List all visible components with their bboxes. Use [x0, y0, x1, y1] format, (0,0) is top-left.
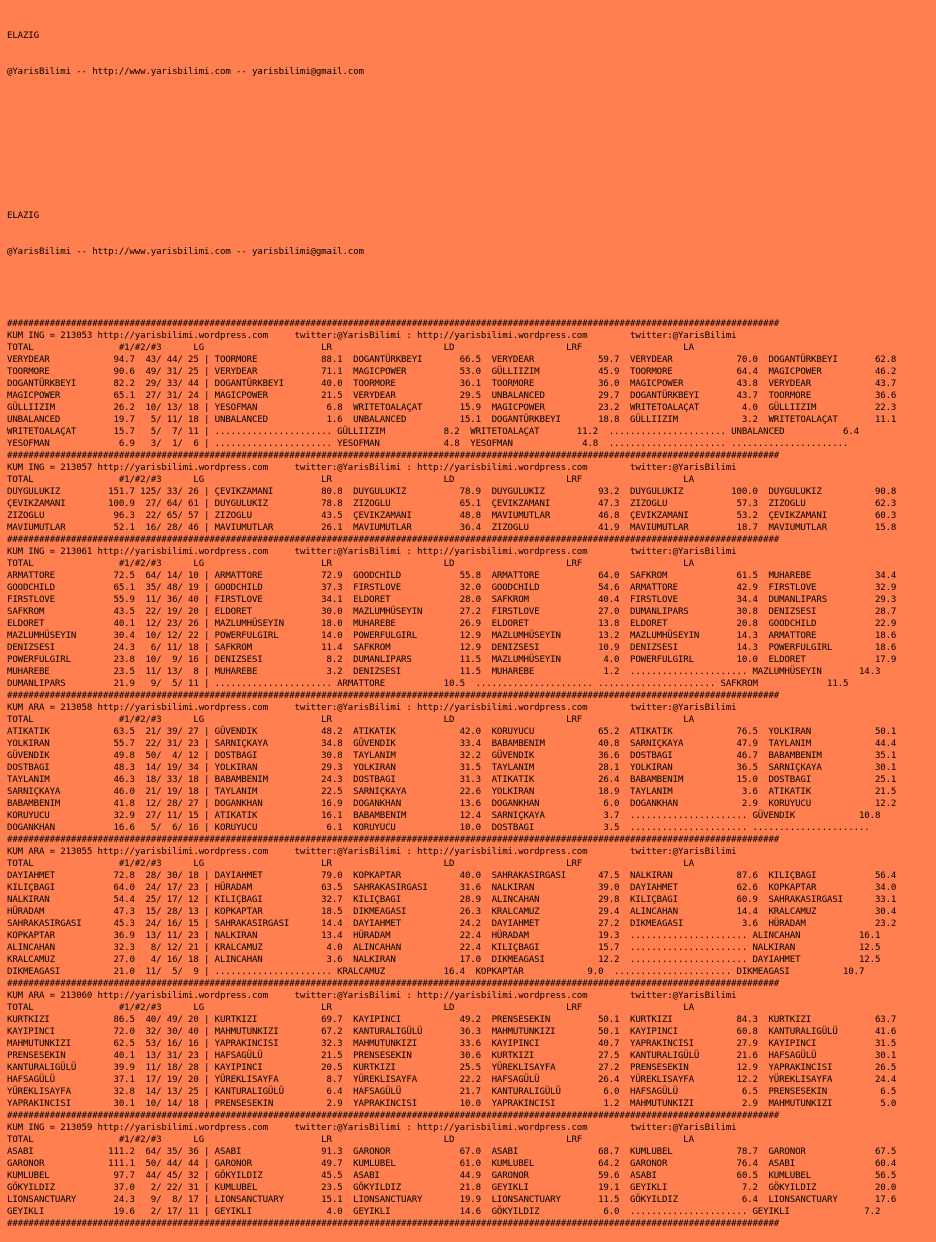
- table-row: TOORMORE 90.6 49/ 31/ 25 | VERYDEAR 71.1 MAGICPOWER 53.0 GÜLLIIZIM 45.9 TOORMORE 64.4 MAGICPOWER 46.2: [7, 367, 897, 377]
- table-row: SARNIÇKAYA 46.0 21/ 19/ 18 | TAYLANIM 22.5 SARNIÇKAYA 22.6 YOLKIRAN 18.9 TAYLANIM 3.6 ATIKATIK 21.5: [7, 787, 897, 797]
- table-row: VERYDEAR 94.7 43/ 44/ 25 | TOORMORE 88.1 DOGANTÜRKBEYI 66.5 VERYDEAR 59.7 VERYDEAR 70.0 DOGANTÜRKBEYI 62.8: [7, 355, 897, 365]
- table-row: DUMANLIPARS 21.9 9/ 5/ 11 | ...................... ARMATTORE 10.5 ...................... ...................... SAFKROM 11.5: [7, 679, 849, 689]
- table-row: GOODCHILD 65.1 35/ 48/ 19 | GOODCHILD 37.3 FIRSTLOVE 32.0 GOODCHILD 54.6 ARMATTORE 42.9 FIRSTLOVE 32.9: [7, 583, 897, 593]
- table-row: YESOFMAN 6.9 3/ 1/ 6 | ...................... YESOFMAN 4.8 YESOFMAN 4.8 ...................... ......................: [7, 439, 849, 449]
- table-row: KRALCAMUZ 27.0 4/ 16/ 18 | ALINCAHAN 3.6 NALKIRAN 17.0 DIKMEAGASI 12.2 ...................... DAYIAHMET 12.5: [7, 955, 881, 965]
- header-city: ELAZIG: [7, 31, 39, 41]
- table-row: GARONOR 111.1 50/ 44/ 44 | GARONOR 49.7 KUMLUBEL 61.0 KUMLUBEL 64.2 GARONOR 76.4 ASABI 60.4: [7, 1159, 897, 1169]
- separator-line: #################################################################################################################################################: [7, 319, 780, 329]
- table-row: FIRSTLOVE 55.9 11/ 36/ 40 | FIRSTLOVE 34.1 ELDORET 28.0 SAFKROM 40.4 FIRSTLOVE 34.4 DUMANLIPARS 29.3: [7, 595, 897, 605]
- table-row: YAPRAKINCISI 30.1 10/ 14/ 18 | PRENSESEKIN 2.9 YAPRAKINCISI 10.0 YAPRAKINCISI 1.2 MAHMUTUNKIZI 2.9 MAHMUTUNKIZI 5.0: [7, 1099, 897, 1109]
- table-row: GÜVENDIK 49.8 50/ 4/ 12 | DOSTBAGI 30.8 TAYLANIM 32.2 GÜVENDIK 36.6 DOSTBAGI 46.7 BABAMBENIM 35.1: [7, 751, 897, 761]
- table-row: MAHMUTUNKIZI 62.5 53/ 16/ 16 | YAPRAKINCISI 32.3 MAHMUTUNKIZI 33.6 KAYIPINCI 40.7 YAPRAKINCISI 27.9 KAYIPINCI 31.5: [7, 1039, 897, 1049]
- table-row: DOGANKHAN 16.6 5/ 6/ 16 | KORUYUCU 6.1 KORUYUCU 10.0 DOSTBAGI 3.5 ...................... ......................: [7, 823, 870, 833]
- table-row: UNBALANCED 19.7 5/ 11/ 18 | UNBALANCED 1.6 UNBALANCED 15.1 DOGANTÜRKBEYI 18.8 GÜLLIIZIM 3.2 WRITETOALAÇAT 11.1: [7, 415, 897, 425]
- table-row: DUYGULUKIZ 151.7 125/ 33/ 26 | ÇEVIKZAMANI 80.8 DUYGULUKIZ 78.9 DUYGULUKIZ 93.2 DUYGULUKIZ 100.0 DUYGULUKIZ 90.8: [7, 487, 897, 497]
- table-row: LIONSANCTUARY 24.3 9/ 8/ 17 | LIONSANCTUARY 15.1 LIONSANCTUARY 19.9 LIONSANCTUARY 11.5 GÖKYILDIZ 6.4 LIONSANCTUARY 17.6: [7, 1195, 897, 1205]
- table-row: HAFSAGÜLÜ 37.1 17/ 19/ 20 | YÜREKLISAYFA 8.7 YÜREKLISAYFA 22.2 HAFSAGÜLÜ 26.4 YÜREKLISAYFA 12.2 YÜREKLISAYFA 24.4: [7, 1075, 897, 1085]
- table-row: YÜREKLISAYFA 32.8 14/ 13/ 25 | KANTURALIGÜLÜ 6.4 HAFSAGÜLÜ 21.7 KANTURALIGÜLÜ 6.0 HAFSAGÜLÜ 6.5 PRENSESEKIN 6.5: [7, 1087, 897, 1097]
- race-title: KUM ARA = 213060 http://yarisbilimi.wordpress.com twitter:@YarisBilimi : http://yarisbilimi.wordpress.com twitter:@YarisBilimi: [7, 991, 737, 1001]
- table-row: ASABI 111.2 64/ 35/ 36 | ASABI 91.3 GARONOR 67.0 ASABI 68.7 KUMLUBEL 78.7 GARONOR 67.5: [7, 1147, 897, 1157]
- race-title: KUM ARA = 213055 http://yarisbilimi.wordpress.com twitter:@YarisBilimi : http://yarisbilimi.wordpress.com twitter:@YarisBilimi: [7, 847, 737, 857]
- column-header: TOTAL #1/#2/#3 LG LR LD LRF LA: [7, 1135, 694, 1145]
- column-header: TOTAL #1/#2/#3 LG LR LD LRF LA: [7, 859, 694, 869]
- table-row: KILIÇBAGI 64.0 24/ 17/ 23 | HÜRADAM 63.5 SAHRAKASIRGASI 31.6 NALKIRAN 39.0 DAYIAHMET 62.6 KOPKAPTAR 34.0: [7, 883, 897, 893]
- table-row: WRITETOALAÇAT 15.7 5/ 7/ 11 | ...................... GÜLLIIZIM 8.2 WRITETOALAÇAT 11.2 ...................... UNBALANCED 6.4: [7, 427, 859, 437]
- table-row: BABAMBENIM 41.8 12/ 28/ 27 | DOGANKHAN 16.9 DOGANKHAN 13.6 DOGANKHAN 6.0 DOGANKHAN 2.9 KORUYUCU 12.2: [7, 799, 897, 809]
- column-header: TOTAL #1/#2/#3 LG LR LD LRF LA: [7, 715, 694, 725]
- separator-line: #################################################################################################################################################: [7, 835, 780, 845]
- table-row: DOSTBAGI 48.3 14/ 19/ 34 | YOLKIRAN 29.3 YOLKIRAN 31.5 TAYLANIM 28.1 YOLKIRAN 36.5 SARNIÇKAYA 30.1: [7, 763, 897, 773]
- table-row: ATIKATIK 63.5 21/ 39/ 27 | GÜVENDIK 48.2 ATIKATIK 42.0 KORUYUCU 65.2 ATIKATIK 76.5 YOLKIRAN 50.1: [7, 727, 897, 737]
- table-row: KOPKAPTAR 36.9 13/ 11/ 23 | NALKIRAN 13.4 HÜRADAM 22.4 HÜRADAM 19.3 ...................... ALINCAHAN 16.1: [7, 931, 881, 941]
- table-row: SAFKROM 43.5 22/ 19/ 20 | ELDORET 30.0 MAZLUMHÜSEYIN 27.2 FIRSTLOVE 27.0 DUMANLIPARS 30.8 DENIZSESI 28.7: [7, 607, 897, 617]
- column-header: TOTAL #1/#2/#3 LG LR LD LRF LA: [7, 559, 694, 569]
- blank-line: [7, 102, 936, 114]
- table-row: MAVIUMUTLAR 52.1 16/ 28/ 46 | MAVIUMUTLAR 26.1 MAVIUMUTLAR 36.4 ZIZOGLU 41.9 MAVIUMUTLAR 18.7 MAVIUMUTLAR 15.8: [7, 523, 897, 533]
- table-row: MAGICPOWER 65.1 27/ 31/ 24 | MAGICPOWER 21.5 VERYDEAR 29.5 UNBALANCED 29.7 DOGANTÜRKBEYI 43.7 TOORMORE 36.6: [7, 391, 897, 401]
- separator-line: #################################################################################################################################################: [7, 1219, 780, 1229]
- table-row: ELDORET 40.1 12/ 23/ 26 | MAZLUMHÜSEYIN 18.0 MUHAREBE 26.9 ELDORET 13.8 ELDORET 20.8 GOODCHILD 22.9: [7, 619, 897, 629]
- table-row: MUHAREBE 23.5 11/ 13/ 8 | MUHAREBE 3.2 DENIZSESI 11.5 MUHAREBE 1.2 ...................... MAZLUMHÜSEYIN 14.3: [7, 667, 881, 677]
- table-row: MAZLUMHÜSEYIN 30.4 10/ 12/ 22 | POWERFULGIRL 14.0 POWERFULGIRL 12.9 MAZLUMHÜSEYIN 13.2 MAZLUMHÜSEYIN 14.3 ARMATTORE 18.6: [7, 631, 897, 641]
- table-row: GEYIKLI 19.6 2/ 17/ 11 | GEYIKLI 4.0 GEYIKLI 14.6 GÖKYILDIZ 6.0 ...................... GEYIKLI 7.2: [7, 1207, 881, 1217]
- table-row: DOGANTÜRKBEYI 82.2 29/ 33/ 44 | DOGANTÜRKBEYI 40.0 TOORMORE 36.1 TOORMORE 36.0 MAGICPOWER 43.8 VERYDEAR 43.7: [7, 379, 897, 389]
- blank-line: [7, 282, 936, 294]
- header-contact-repeat: @YarisBilimi -- http://www.yarisbilimi.com -- yarisbilimi@gmail.com: [7, 247, 364, 257]
- table-row: KURTKIZI 86.5 40/ 49/ 20 | KURTKIZI 69.7 KAYIPINCI 49.2 PRENSESEKIN 50.1 KURTKIZI 84.3 KURTKIZI 63.7: [7, 1015, 897, 1025]
- table-row: SAHRAKASIRGASI 45.3 24/ 16/ 15 | SAHRAKASIRGASI 14.4 DAYIAHMET 24.2 DAYIAHMET 27.2 DIKMEAGASI 3.6 HÜRADAM 23.2: [7, 919, 897, 929]
- race-title: KUM ING = 213053 http://yarisbilimi.wordpress.com twitter:@YarisBilimi : http://yarisbilimi.wordpress.com twitter:@YarisBilimi: [7, 331, 737, 341]
- race-sections: [7, 318, 936, 1230]
- race-title: KUM ARA = 213058 http://yarisbilimi.wordpress.com twitter:@YarisBilimi : http://yarisbilimi.wordpress.com twitter:@YarisBilimi: [7, 703, 737, 713]
- table-row: ARMATTORE 72.5 64/ 14/ 10 | ARMATTORE 72.9 GOODCHILD 55.8 ARMATTORE 64.0 SAFKROM 61.5 MUHAREBE 34.4: [7, 571, 897, 581]
- column-header: TOTAL #1/#2/#3 LG LR LD LRF LA: [7, 1003, 694, 1013]
- table-row: ZIZOGLU 96.3 22/ 65/ 57 | ZIZOGLU 43.5 ÇEVIKZAMANI 48.8 MAVIUMUTLAR 46.8 ÇEVIKZAMANI 53.2 ÇEVIKZAMANI 60.3: [7, 511, 897, 521]
- separator-line: #################################################################################################################################################: [7, 451, 780, 461]
- table-row: HÜRADAM 47.3 15/ 28/ 13 | KOPKAPTAR 18.5 DIKMEAGASI 26.3 KRALCAMUZ 29.4 ALINCAHAN 14.4 KRALCAMUZ 30.4: [7, 907, 897, 917]
- table-row: ALINCAHAN 32.3 8/ 12/ 21 | KRALCAMUZ 4.0 ALINCAHAN 22.4 KILIÇBAGI 15.7 ...................... NALKIRAN 12.5: [7, 943, 881, 953]
- table-row: TAYLANIM 46.3 18/ 33/ 18 | BABAMBENIM 24.3 DOSTBAGI 31.3 ATIKATIK 26.4 BABAMBENIM 15.0 DOSTBAGI 25.1: [7, 775, 897, 785]
- separator-line: #################################################################################################################################################: [7, 979, 780, 989]
- race-title: KUM ING = 213059 http://yarisbilimi.wordpress.com twitter:@YarisBilimi : http://yarisbilimi.wordpress.com twitter:@YarisBilimi: [7, 1123, 737, 1133]
- separator-line: #################################################################################################################################################: [7, 1111, 780, 1121]
- table-row: KANTURALIGÜLÜ 39.9 11/ 18/ 28 | KAYIPINCI 20.5 KURTKIZI 25.5 YÜREKLISAYFA 27.2 PRENSESEKIN 12.9 YAPRAKINCISI 26.5: [7, 1063, 897, 1073]
- table-row: DIKMEAGASI 21.0 11/ 5/ 9 | ...................... KRALCAMUZ 16.4 KOPKAPTAR 9.0 ...................... DIKMEAGASI 10.7: [7, 967, 865, 977]
- table-row: GÖKYILDIZ 37.0 2/ 22/ 31 | KUMLUBEL 23.5 GÖKYILDIZ 21.8 GEYIKLI 19.1 GEYIKLI 7.2 GÖKYILDIZ 20.0: [7, 1183, 897, 1193]
- separator-line: #################################################################################################################################################: [7, 691, 780, 701]
- separator-line: #################################################################################################################################################: [7, 535, 780, 545]
- blank-line: [7, 174, 936, 186]
- table-row: KAYIPINCI 72.0 32/ 30/ 40 | MAHMUTUNKIZI 67.2 KANTURALIGÜLÜ 36.3 MAHMUTUNKIZI 50.1 KAYIPINCI 60.8 KANTURALIGÜLÜ 41.6: [7, 1027, 897, 1037]
- table-row: KUMLUBEL 97.7 44/ 45/ 32 | GÖKYILDIZ 45.5 ASABI 44.9 GARONOR 59.6 ASABI 60.5 KUMLUBEL 56.5: [7, 1171, 897, 1181]
- column-header: TOTAL #1/#2/#3 LG LR LD LRF LA: [7, 475, 694, 485]
- table-row: DENIZSESI 24.3 6/ 11/ 18 | SAFKROM 11.4 SAFKROM 12.9 DENIZSESI 10.9 DENIZSESI 14.3 POWERFULGIRL 18.6: [7, 643, 897, 653]
- table-row: DAYIAHMET 72.8 28/ 30/ 18 | DAYIAHMET 79.0 KOPKAPTAR 40.0 SAHRAKASIRGASI 47.5 NALKIRAN 87.6 KILIÇBAGI 56.4: [7, 871, 897, 881]
- header-contact: @YarisBilimi -- http://www.yarisbilimi.com -- yarisbilimi@gmail.com: [7, 67, 364, 77]
- table-row: PRENSESEKIN 40.1 13/ 31/ 23 | HAFSAGÜLÜ 21.5 PRENSESEKIN 30.6 KURTKIZI 27.5 KANTURALIGÜLÜ 21.6 HAFSAGÜLÜ 30.1: [7, 1051, 897, 1061]
- column-header: TOTAL #1/#2/#3 LG LR LD LRF LA: [7, 343, 694, 353]
- race-title: KUM ING = 213057 http://yarisbilimi.wordpress.com twitter:@YarisBilimi : http://yarisbilimi.wordpress.com twitter:@YarisBilimi: [7, 463, 737, 473]
- blank-line: [7, 138, 936, 150]
- race-title: KUM ING = 213061 http://yarisbilimi.wordpress.com twitter:@YarisBilimi : http://yarisbilimi.wordpress.com twitter:@YarisBilimi: [7, 547, 737, 557]
- table-row: ÇEVIKZAMANI 100.9 27/ 64/ 61 | DUYGULUKIZ 78.8 ZIZOGLU 65.1 ÇEVIKZAMANI 47.3 ZIZOGLU 57.3 ZIZOGLU 62.3: [7, 499, 897, 509]
- table-row: NALKIRAN 54.4 25/ 17/ 12 | KILIÇBAGI 32.7 KILIÇBAGI 28.9 ALINCAHAN 29.8 KILIÇBAGI 60.9 SAHRAKASIRGASI 33.1: [7, 895, 897, 905]
- header-city-repeat: ELAZIG: [7, 211, 39, 221]
- table-row: POWERFULGIRL 23.8 10/ 9/ 16 | DENIZSESI 8.2 DUMANLIPARS 11.5 MAZLUMHÜSEYIN 4.0 POWERFULGIRL 10.0 ELDORET 17.9: [7, 655, 897, 665]
- table-row: YOLKIRAN 55.7 22/ 31/ 23 | SARNIÇKAYA 34.8 GÜVENDIK 33.4 BABAMBENIM 40.8 SARNIÇKAYA 47.9 TAYLANIM 44.4: [7, 739, 897, 749]
- table-row: GÜLLIIZIM 26.2 10/ 13/ 18 | YESOFMAN 6.8 WRITETOALAÇAT 15.9 MAGICPOWER 23.2 WRITETOALAÇAT 4.0 GÜLLIIZIM 22.3: [7, 403, 897, 413]
- table-row: KORUYUCU 32.9 27/ 11/ 15 | ATIKATIK 16.1 BABAMBENIM 12.4 SARNIÇKAYA 3.7 ...................... GÜVENDIK 10.8: [7, 811, 881, 821]
